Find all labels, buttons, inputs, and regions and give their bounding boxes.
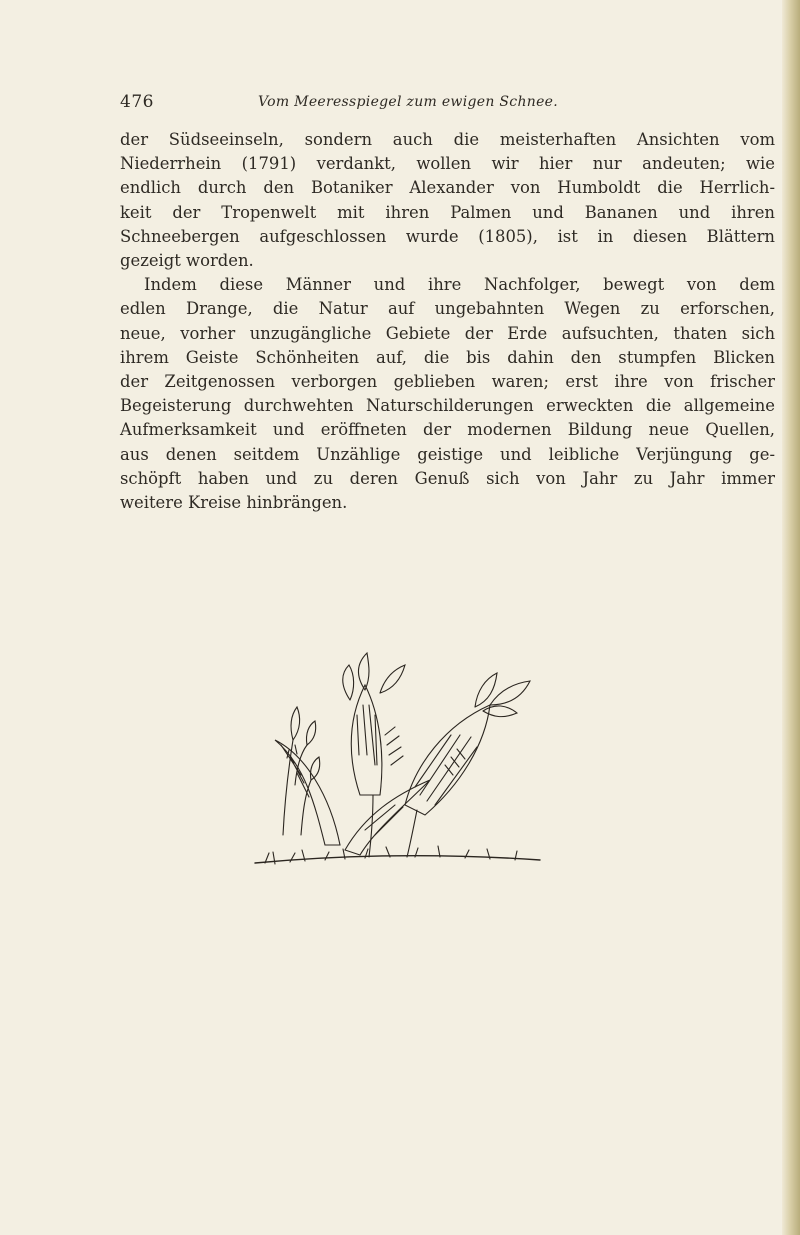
text-line: Schneebergen aufgeschlossen wurde (1805), ist in diesen Blättern bbox=[120, 226, 775, 246]
paragraph-2 bbox=[120, 273, 775, 515]
text-line: der Südseeinseln, sondern auch die meisterhaften Ansichten vom bbox=[120, 130, 775, 149]
text-line: Niederrhein (1791) verdankt, wollen wir hier nur andeuten; wie bbox=[120, 154, 775, 174]
text-line: der Zeitgenossen verborgen geblieben waren; erst ihre von frischer bbox=[120, 372, 775, 392]
text-line: keit der Tropenwelt mit ihren Palmen und Bananen und ihren bbox=[120, 202, 775, 222]
text-line: schöpft haben und zu deren Genuß sich von Jahr zu Jahr immer bbox=[120, 468, 775, 488]
page-edge bbox=[782, 0, 800, 1235]
text-line: aus denen seitdem Unzählige geistige und leibliche Verjüngung ge- bbox=[120, 444, 775, 464]
text-line: neue, vorher unzugängliche Gebiete der Erde aufsuchten, thaten sich bbox=[120, 323, 775, 343]
text-line: ihrem Geiste Schönheiten auf, die bis dahin den stumpfen Blicken bbox=[120, 347, 775, 367]
text-line: gezeigt worden. bbox=[120, 251, 254, 271]
text-line: Aufmerksamkeit und eröffneten der modernen Bildung neue Quellen, bbox=[120, 420, 775, 440]
body-text bbox=[120, 128, 775, 515]
text-line: weitere Kreise hinbrängen. bbox=[120, 493, 348, 513]
text-line: edlen Drange, die Natur auf ungebahnten Wegen zu erforschen, bbox=[120, 299, 775, 319]
text-line: Begeisterung durchwehten Naturschilderungen erweckten die allgemeine bbox=[120, 396, 775, 416]
flower-illustration bbox=[245, 645, 545, 870]
gentian-flower-engraving-icon bbox=[245, 645, 545, 870]
text-line: endlich durch den Botaniker Alexander von Humboldt die Herrlich- bbox=[120, 178, 775, 198]
page-header bbox=[120, 92, 760, 114]
paragraph-1 bbox=[120, 128, 775, 273]
page-number: 476 bbox=[120, 92, 154, 112]
running-title: Vom Meeresspiegel zum ewigen Schnee. bbox=[258, 94, 558, 110]
text-line: Indem diese Männer und ihre Nachfolger, bewegt von dem bbox=[144, 275, 775, 295]
